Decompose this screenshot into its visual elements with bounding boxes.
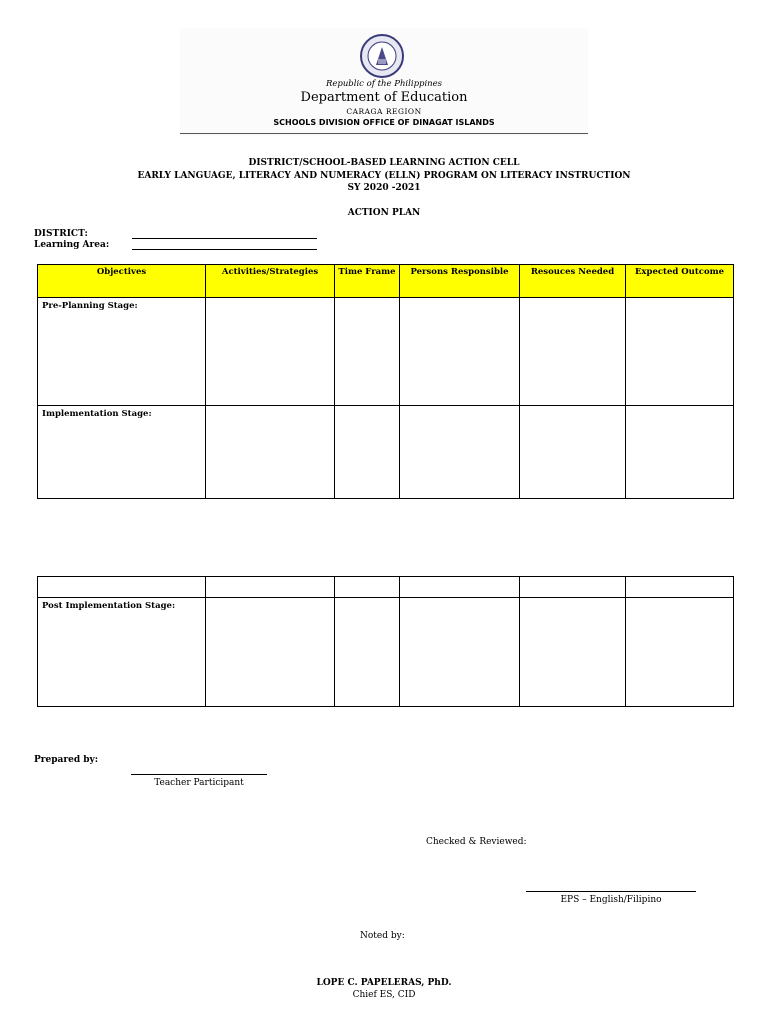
title-line-1: DISTRICT/SCHOOL-BASED LEARNING ACTION CELL [248,158,520,168]
district-blank [132,238,317,239]
table-cell [206,298,335,406]
district-label: DISTRICT: [34,229,88,239]
school-year: SY 2020 -2021 [347,183,421,193]
signatory-name: LOPE C. PAPELERAS, PhD. [316,978,452,988]
table-cell [38,577,206,598]
teacher-signature-line [131,774,267,775]
table-cell [520,298,626,406]
table-cell [400,577,520,598]
region-label: CARAGA REGION [346,107,422,116]
table-cell [400,298,520,406]
table-cell [520,406,626,499]
table-row [38,298,734,406]
table-cell [520,598,626,707]
header-divider [180,133,588,134]
table-header-row [38,265,734,298]
department-name: Department of Education [300,90,468,105]
division-office-label: SCHOOLS DIVISION OFFICE OF DINAGAT ISLANDS [273,118,495,127]
stage-pre-planning: Pre-Planning Stage: [38,298,206,406]
stage-post-implementation: Post Implementation Stage: [38,598,206,707]
prepared-by-label: Prepared by: [34,755,99,765]
table-cell [335,298,400,406]
table-cell [206,598,335,707]
table-cell [335,406,400,499]
table-cell [206,577,335,598]
noted-by-label: Noted by: [360,931,405,941]
table-cell [400,598,520,707]
table-cell [335,598,400,707]
deped-seal-icon [356,33,408,79]
title-line-2: EARLY LANGUAGE, LITERACY AND NUMERACY (ELLN) PROGRAM ON LITERACY INSTRUCTION [137,171,631,181]
learning-area-blank [132,249,317,250]
table-cell [400,406,520,499]
header-activities: Activities/Strategies [206,265,335,298]
header-time-frame: Time Frame [335,265,400,298]
checked-reviewed-label: Checked & Reviewed: [426,837,527,847]
table-row [38,598,734,707]
header-resources-needed: Resouces Needed [520,265,626,298]
table-cell [626,298,734,406]
action-plan-table-continued [37,576,734,707]
signatory-position: Chief ES, CID [352,990,416,1000]
table-cell [626,598,734,707]
table-cell [335,577,400,598]
table-cell [520,577,626,598]
eps-signature-line [526,891,696,892]
header-persons-responsible: Persons Responsible [400,265,520,298]
table-cell [626,406,734,499]
header-expected-outcome: Expected Outcome [626,265,734,298]
table-cell [206,406,335,499]
republic-label: Republic of the Philippines [325,79,443,89]
learning-area-label: Learning Area: [34,240,110,250]
header-objectives: Objectives [38,265,206,298]
document-title: ACTION PLAN [347,208,421,218]
table-cell [626,577,734,598]
teacher-participant-label: Teacher Participant [154,778,244,788]
action-plan-table [37,264,734,499]
table-row [38,577,734,598]
stage-implementation: Implementation Stage: [38,406,206,499]
table-row [38,406,734,499]
eps-label: EPS – English/Filipino [560,895,662,905]
